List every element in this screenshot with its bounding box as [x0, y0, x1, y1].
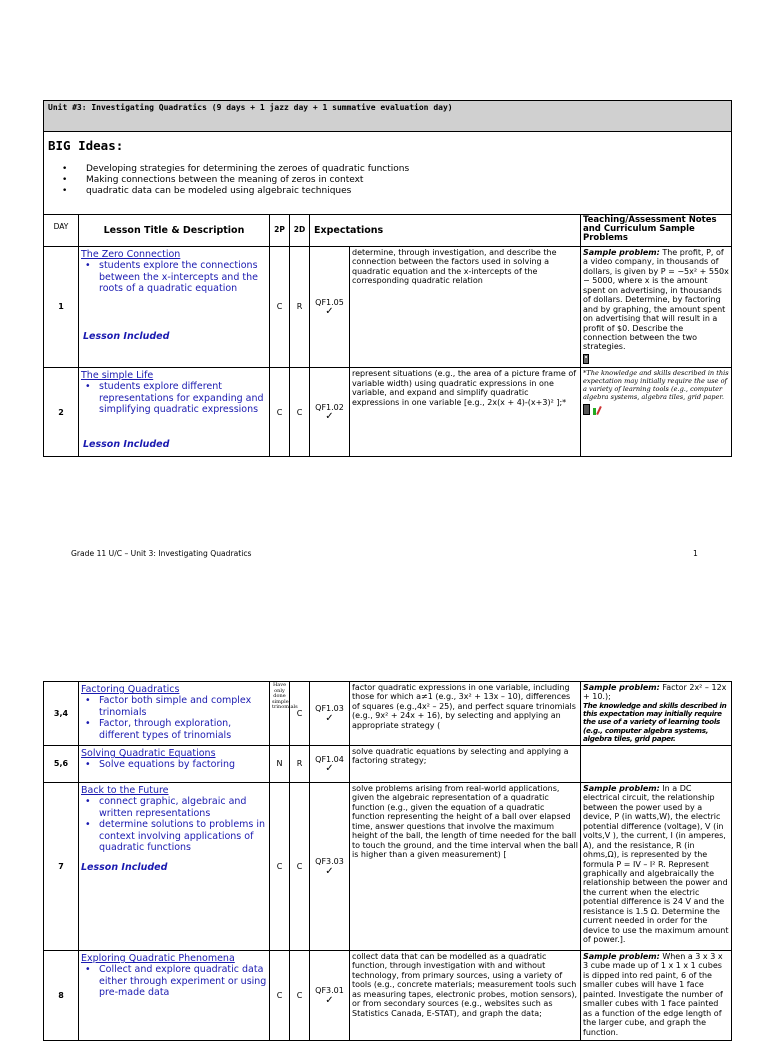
big-ideas-section — [44, 132, 732, 215]
notes-cell — [581, 247, 732, 368]
lesson-bullets — [81, 260, 267, 295]
table-row — [44, 951, 732, 1041]
lesson-title-link[interactable]: The Zero Connection — [81, 249, 181, 260]
col-2d: R — [290, 746, 310, 783]
unit-plan-table-page2 — [43, 681, 732, 1041]
lesson-bullet: • students explore different representations for expanding and simplifying quadratic expressions — [85, 381, 267, 416]
header-expectations: Expectations — [310, 215, 581, 247]
lesson-title-link[interactable]: Back to the Future — [81, 785, 169, 796]
code-text: QF3.03 — [315, 857, 344, 867]
big-ideas-title: BIG Ideas: — [48, 138, 124, 153]
lesson-bullet: • Collect and explore quadratic data either through experiment or using pre-made data — [85, 964, 267, 999]
checkmark-icon: ✓ — [325, 994, 334, 1006]
lesson-cell — [79, 783, 270, 951]
lesson-included-label: Lesson Included — [83, 331, 170, 342]
notes-cell — [581, 368, 732, 457]
lesson-bullets — [81, 796, 267, 854]
checkmark-icon: ✓ — [325, 411, 334, 423]
lesson-cell — [79, 682, 270, 746]
sample-problem-text: In a DC electrical circuit, the relationship between the power used by a device, P (in watts,W), the electric potential difference (voltage), V (in volts,V ), the current, I (in amperes, A), and the resistance, R (in ohms,Ω), is represented by the formula P = IV – I² R. Represent graphically and algebraically the relationship between the power and the current when the electric potential difference is 24 V and the resistance is 1.5 Ω. Determine the current needed in order for the device to use the maximum amount of power.]. — [583, 784, 729, 944]
lesson-title-link[interactable]: The simple Life — [81, 370, 154, 382]
page-number: 1 — [693, 549, 698, 558]
lesson-cell — [79, 951, 270, 1041]
col-2p: C — [270, 368, 290, 457]
code-text: QF1.03 — [315, 704, 344, 714]
col-2p — [270, 682, 298, 746]
lesson-bullet: • determine solutions to problems in context involving applications of quadratic functions — [85, 819, 267, 854]
checkmark-icon: ✓ — [325, 865, 334, 877]
big-idea-item: • Developing strategies for determining the zeroes of quadratic functions — [62, 164, 727, 175]
expectation-code — [310, 746, 350, 783]
lesson-bullet: • Solve equations by factoring — [85, 759, 267, 771]
lesson-bullet: • students explore the connections between the x-intercepts and the roots of a quadratic equation — [85, 260, 267, 295]
lesson-bullets — [81, 695, 267, 741]
table-row — [44, 247, 732, 368]
lesson-title-link[interactable]: Solving Quadratic Equations — [81, 748, 216, 759]
lesson-title-link[interactable]: Exploring Quadratic Phenomena — [81, 953, 235, 964]
expectation-code — [310, 783, 350, 951]
header-2p: 2P — [270, 215, 290, 247]
page-footer: Grade 11 U/C – Unit 3: Investigating Quadratics — [71, 549, 252, 558]
header-lesson: Lesson Title & Description — [79, 215, 270, 247]
sample-problem-text: The profit, P, of a video company, in thousands of dollars, is given by P = −5x² + 550x − 5000, where x is the amount spent on advertising, in thousands of dollars. Determine, by factoring and by graphing, the amount spent on advertising that will result in a profit of $0. Describe the connection between the two strategies. — [583, 248, 729, 352]
sample-problem-label: Sample problem: — [583, 784, 660, 793]
table-row — [44, 746, 732, 783]
lesson-cell — [79, 746, 270, 783]
lesson-bullets — [81, 964, 267, 999]
col-2d: C — [290, 368, 310, 457]
notes-cell — [581, 746, 732, 783]
header-day: DAY — [44, 215, 79, 247]
expectation-code — [310, 951, 350, 1041]
code-text: QF1.04 — [315, 754, 344, 764]
col-2d: C — [290, 783, 310, 951]
lesson-cell — [79, 368, 270, 457]
learning-tools-note: *The knowledge and skills described in this expectation may initially require the use of a variety of learning tools (e.g., computer algebra systems, algebra tiles, grid paper. — [583, 369, 729, 402]
expectation-code — [310, 368, 350, 457]
sample-problem-label: Sample problem: — [583, 952, 660, 961]
calculator-icon — [583, 354, 589, 364]
lesson-bullet: • connect graphic, algebraic and written representations — [85, 796, 267, 819]
day-number: 2 — [44, 368, 79, 457]
unit-plan-table-page1 — [43, 100, 732, 457]
table-row — [44, 783, 732, 951]
big-idea-item: • Making connections between the meaning of zeros in context — [62, 175, 727, 186]
col-2d: C — [290, 682, 310, 746]
sample-problem-label: Sample problem: — [583, 248, 660, 257]
day-number: 7 — [44, 783, 79, 951]
lesson-bullets — [81, 759, 267, 771]
col-2d: C — [290, 951, 310, 1041]
table-row — [44, 368, 732, 457]
table-row — [44, 682, 732, 746]
lesson-cell — [79, 247, 270, 368]
expectation-text: collect data that can be modelled as a quadratic function, through investigation with and without technology, from primary sources, using a variety of tools (e.g., concrete materials; measurement tools such as measuring tapes, electronic probes, motion sensors), or from secondary sources (e.g., websites such as Statistics Canada, E-STAT), and graph the data; — [350, 951, 581, 1041]
header-2d: 2D — [290, 215, 310, 247]
col-2d: R — [290, 247, 310, 368]
expectation-text: solve quadratic equations by selecting and applying a factoring strategy; — [350, 746, 581, 783]
checkmark-icon: ✓ — [325, 763, 334, 775]
sample-problem-text: When a 3 x 3 x 3 cube made up of 1 x 1 x 1 cubes is dipped into red paint, 6 of the smaller cubes will have 1 face painted. Investigate the number of smaller cubes with 1 face painted as a function of the edge length of the larger cube, and graph the function. — [583, 952, 723, 1037]
expectation-text: solve problems arising from real-world applications, given the algebraic representation of a quadratic function (e.g., given the equation of a quadratic function representing the height of a ball over elapsed time, answer questions that involve the maximum height of the ball, the length of time needed for the ball to touch the ground, and the time interval when the ball is higher than a given measurement) [ — [350, 783, 581, 951]
big-idea-item: • quadratic data can be modeled using algebraic techniques — [62, 186, 727, 197]
checkmark-icon: ✓ — [325, 306, 334, 318]
lesson-bullet: • Factor, through exploration, different types of trinomials — [85, 718, 267, 741]
expectation-text: represent situations (e.g., the area of a picture frame of variable width) using quadratic expressions in one variable, and expand and simplify quadratic expressions in one variable [e.g., 2x(x + 4)-(x+3)² ];* — [350, 368, 581, 457]
notes-cell — [581, 951, 732, 1041]
lesson-title-link[interactable]: Factoring Quadratics — [81, 684, 180, 695]
expectation-code — [310, 247, 350, 368]
checkmark-icon: ✓ — [325, 712, 334, 724]
day-number: 8 — [44, 951, 79, 1041]
unit-title: Unit #3: Investigating Quadratics (9 days + 1 jazz day + 1 summative evaluation day) — [44, 101, 732, 132]
notes-cell — [581, 682, 732, 746]
lesson-bullet: • Factor both simple and complex trinomials — [85, 695, 267, 718]
sample-problem-label: Sample problem: — [583, 683, 660, 692]
table-header-row — [44, 215, 732, 247]
header-notes: Teaching/Assessment Notes and Curriculum Sample Problems — [581, 215, 732, 247]
col-2p: N — [270, 746, 290, 783]
sample-problem-text: Factor 2x² – 12x + 10.); — [583, 683, 727, 702]
big-ideas-list — [48, 164, 727, 197]
col-2p: C — [270, 783, 290, 951]
day-number: 3,4 — [44, 682, 79, 746]
col-2p: C — [270, 951, 290, 1041]
learning-tools-note: The knowledge and skills described in this expectation may initially require the use of a variety of learning tools (e.g., computer algebra systems, algebra tiles, grid paper. — [583, 700, 727, 744]
day-number: 1 — [44, 247, 79, 368]
lesson-bullets — [81, 381, 267, 416]
code-text: QF3.01 — [315, 986, 344, 996]
lesson-included-label: Lesson Included — [81, 861, 168, 873]
code-text: QF1.02 — [315, 403, 344, 413]
expectation-text: factor quadratic expressions in one variable, including those for which a≠1 (e.g., 3x² + 13x – 10), differences of squares (e.g.,4x² – 25), and perfect square trinomials (e.g., 9x² + 24x + 16), by selecting and applying an appropriate strategy ( — [350, 682, 581, 746]
learning-tools-icon — [583, 404, 607, 416]
code-text: QF1.05 — [315, 297, 344, 307]
day-number: 5,6 — [44, 746, 79, 783]
col-2p: C — [270, 247, 290, 368]
lesson-included-label: Lesson Included — [83, 439, 170, 451]
notes-cell — [581, 783, 732, 951]
col-2p-note: Have only done simple trinomials — [272, 682, 298, 710]
expectation-code — [310, 682, 350, 746]
expectation-text: determine, through investigation, and describe the connection between the factors used in solving a quadratic equation and the x-intercepts of the corresponding quadratic relation — [350, 247, 581, 368]
